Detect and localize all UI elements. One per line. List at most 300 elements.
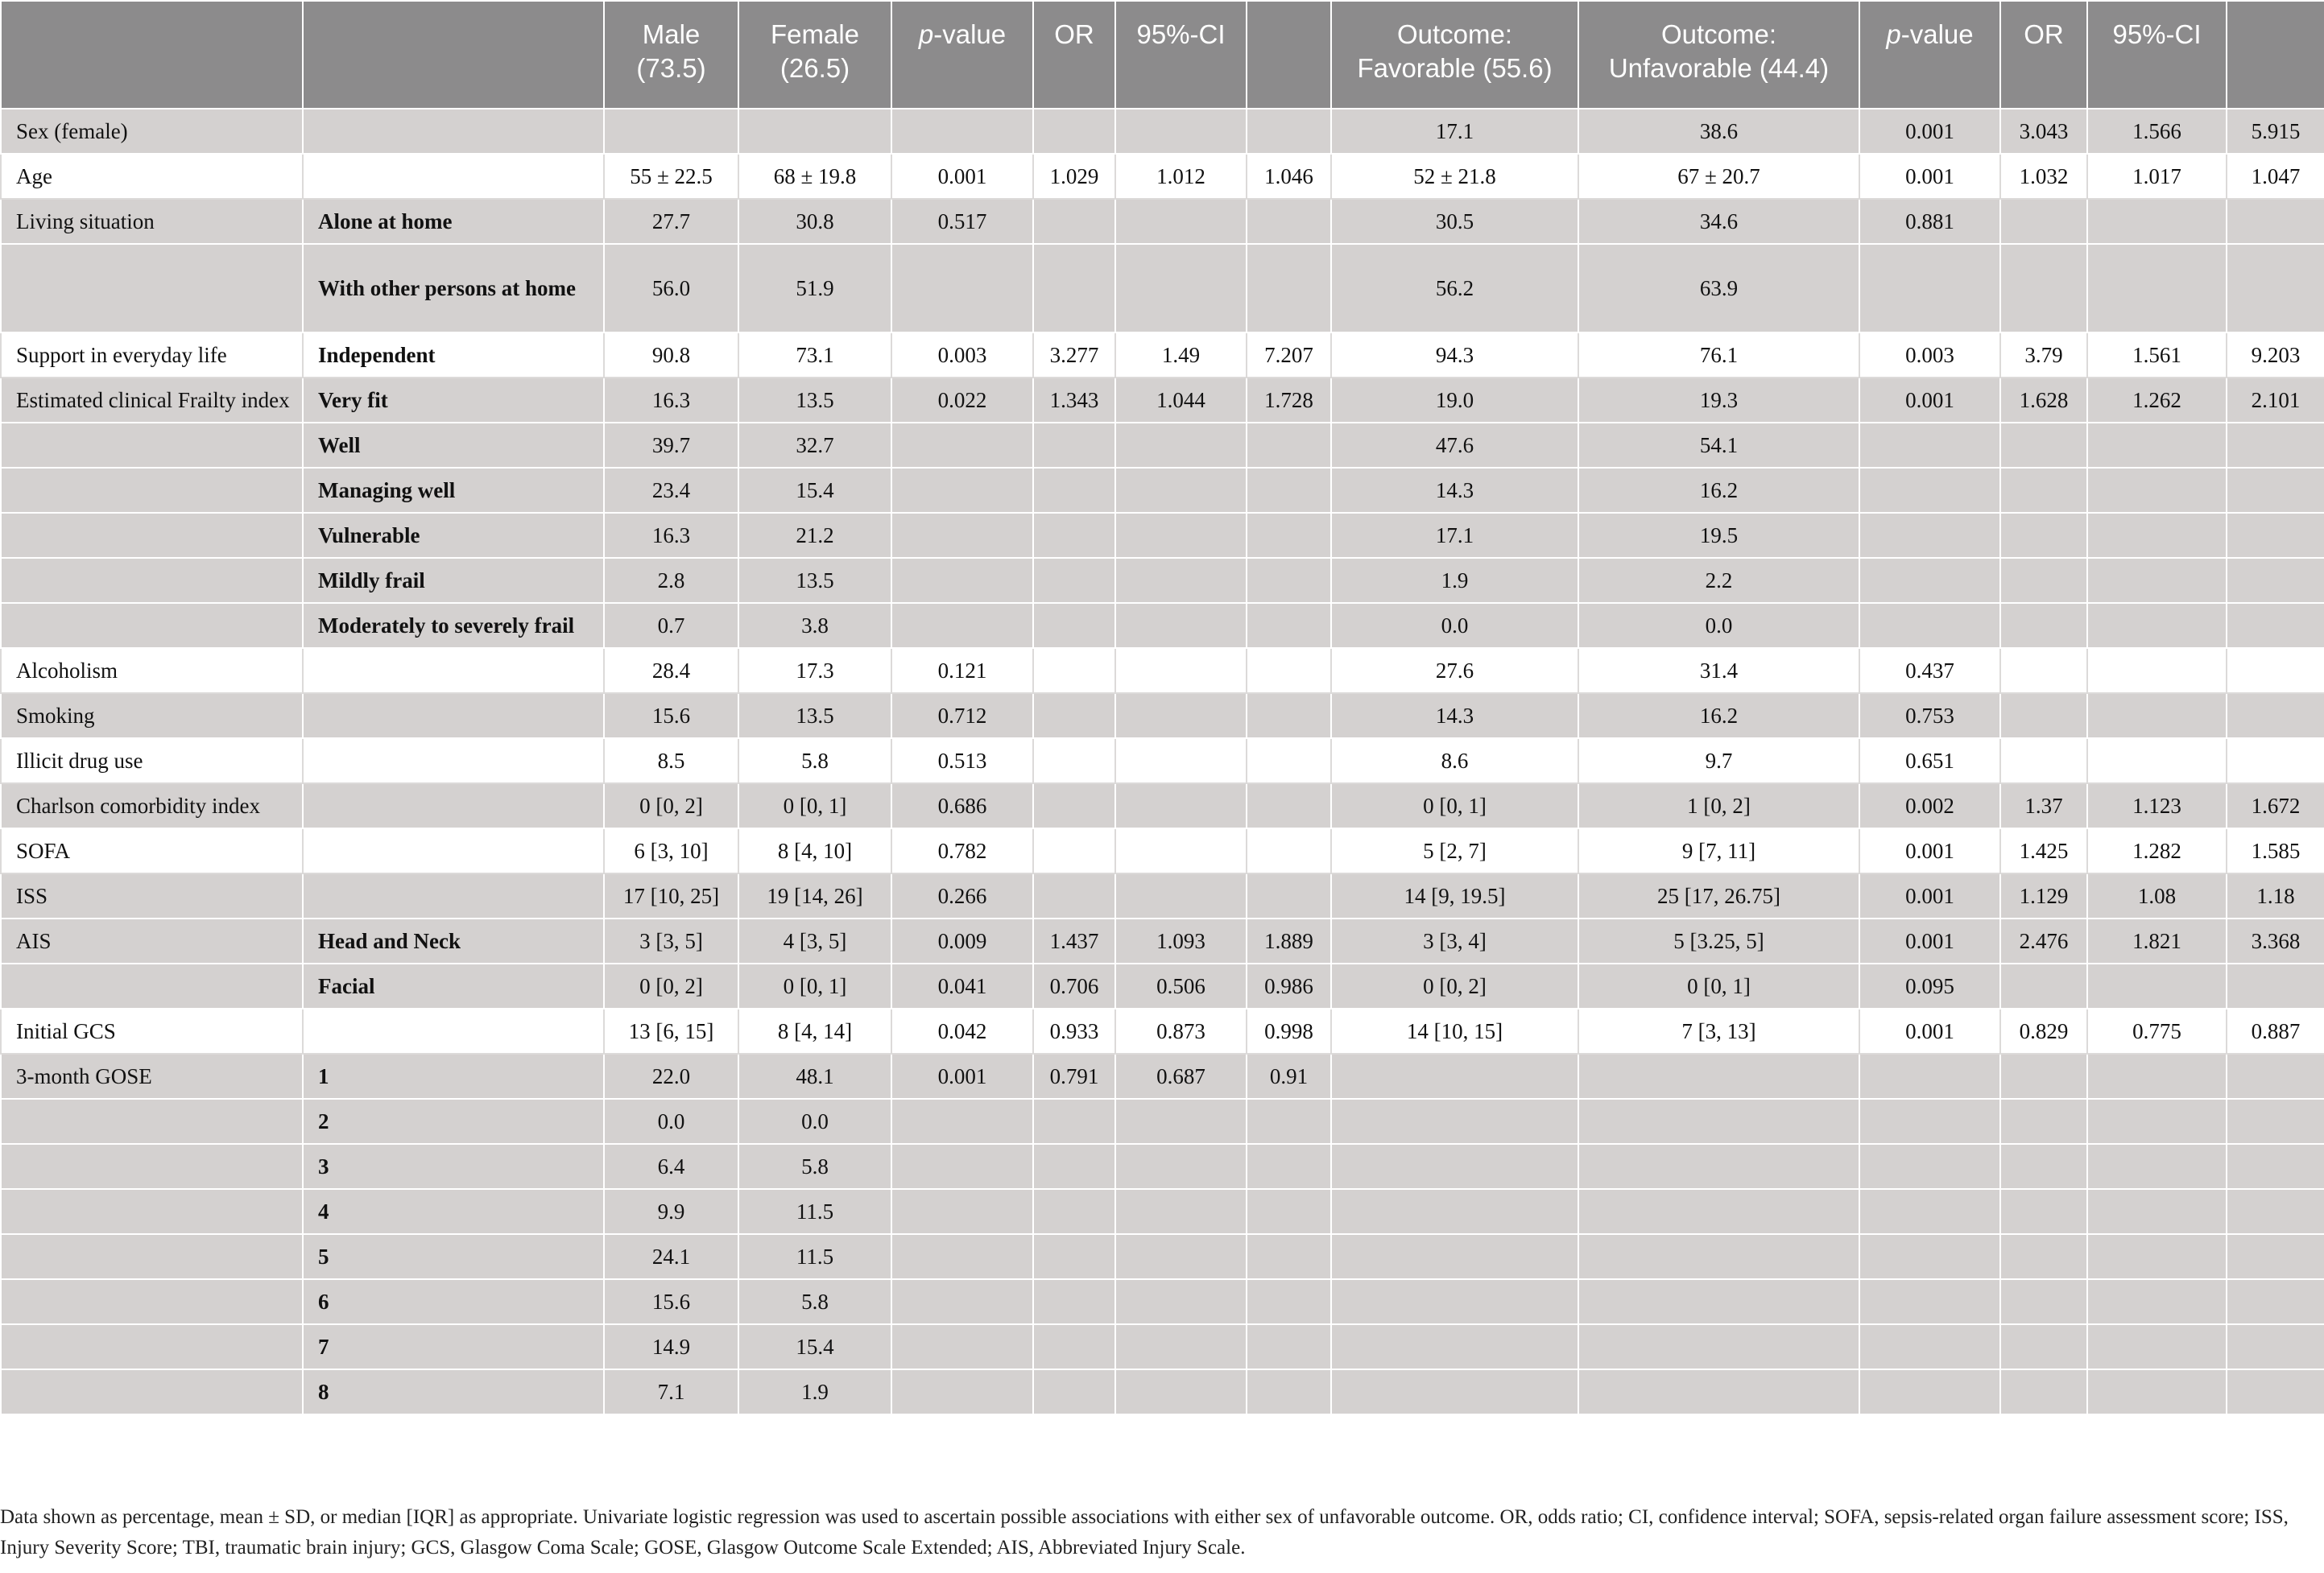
table-cell: 0 [0, 1]: [738, 783, 891, 828]
table-cell: [2087, 603, 2227, 648]
table-row: [1, 964, 2324, 1009]
table-cell: [1859, 1189, 2000, 1234]
table-cell: 0.042: [891, 1009, 1033, 1054]
table-cell: 2.476: [2000, 919, 2087, 964]
row-category: [303, 693, 604, 738]
table-cell: 1.18: [2227, 873, 2324, 919]
table-cell: [2087, 1234, 2227, 1279]
table-cell: 1.282: [2087, 828, 2227, 873]
row-category: 3: [303, 1144, 604, 1189]
table-cell: 0.881: [1859, 199, 2000, 244]
table-cell: 39.7: [604, 423, 738, 468]
table-cell: [2087, 1279, 2227, 1324]
table-cell: [2227, 648, 2324, 693]
header-cell-p-value-outcome: [1859, 1, 2000, 109]
table-cell: [1033, 1144, 1115, 1189]
table-footnote: Data shown as percentage, mean ± SD, or median [IQR] as appropriate. Univariate logistic regression was used to ascertain possible associations with either sex of unfavorable outcome. OR, odds ratio; CI, confidence interval; SOFA, sepsis-related organ failure assessment score; ISS, Injury Severity Score; TBI, traumatic brain injury; GCS, Glasgow Coma Scale; GOSE, Glasgow Outcome Scale Extended; AIS, Abbreviated Injury Scale.: [0, 1506, 2289, 1559]
table-cell: 1.566: [2087, 109, 2227, 154]
table-cell: [891, 513, 1033, 558]
table-cell: [1247, 109, 1331, 154]
table-cell: [891, 1369, 1033, 1414]
table-cell: 0.009: [891, 919, 1033, 964]
row-label: AIS: [1, 919, 303, 964]
table-cell: [1578, 1279, 1859, 1324]
table-cell: 7.1: [604, 1369, 738, 1414]
table-cell: 0.712: [891, 693, 1033, 738]
table-cell: 0 [0, 2]: [604, 964, 738, 1009]
row-label: Initial GCS: [1, 1009, 303, 1054]
table-cell: [2087, 423, 2227, 468]
table-cell: [2087, 648, 2227, 693]
table-cell: 90.8: [604, 332, 738, 378]
table-cell: 14.3: [1331, 468, 1578, 513]
table-cell: [2087, 738, 2227, 783]
table-cell: 0.0: [1331, 603, 1578, 648]
table-row: [1, 783, 2324, 828]
table-cell: [2000, 468, 2087, 513]
table-cell: 19.5: [1578, 513, 1859, 558]
table-cell: [1115, 1234, 1247, 1279]
row-category: Very fit: [303, 378, 604, 423]
table-cell: 17.1: [1331, 513, 1578, 558]
table-cell: 1.032: [2000, 154, 2087, 199]
table-cell: [1115, 1324, 1247, 1369]
table-cell: [1331, 1189, 1578, 1234]
table-cell: 0.887: [2227, 1009, 2324, 1054]
row-label: 3-month GOSE: [1, 1054, 303, 1099]
table-cell: [2227, 693, 2324, 738]
table-cell: [1033, 648, 1115, 693]
table-cell: 1.047: [2227, 154, 2324, 199]
table-cell: 17 [10, 25]: [604, 873, 738, 919]
table-cell: [1115, 109, 1247, 154]
table-cell: 1.561: [2087, 332, 2227, 378]
table-cell: [891, 1099, 1033, 1144]
table-cell: 0.782: [891, 828, 1033, 873]
table-cell: 1.9: [738, 1369, 891, 1414]
table-cell: [1331, 1054, 1578, 1099]
table-cell: 0.873: [1115, 1009, 1247, 1054]
row-label: ISS: [1, 873, 303, 919]
table-cell: [1247, 1189, 1331, 1234]
row-label: [1, 558, 303, 603]
table-cell: 3.368: [2227, 919, 2324, 964]
table-cell: 38.6: [1578, 109, 1859, 154]
table-cell: [1859, 1324, 2000, 1369]
table-cell: [1115, 468, 1247, 513]
table-row: [1, 558, 2324, 603]
table-cell: [1115, 828, 1247, 873]
table-row: [1, 109, 2324, 154]
table-cell: [2087, 1369, 2227, 1414]
table-cell: 16.2: [1578, 468, 1859, 513]
table-cell: [1033, 1279, 1115, 1324]
table-cell: 16.3: [604, 513, 738, 558]
table-cell: [1331, 1369, 1578, 1414]
table-cell: [2000, 1099, 2087, 1144]
table-cell: 1.093: [1115, 919, 1247, 964]
table-cell: [891, 1279, 1033, 1324]
table-cell: [1033, 513, 1115, 558]
row-label: [1, 1189, 303, 1234]
header-cell-p-value-sex: [891, 1, 1033, 109]
table-cell: 1.012: [1115, 154, 1247, 199]
table-cell: [1247, 828, 1331, 873]
row-category: With other persons at home: [303, 244, 604, 332]
table-cell: 76.1: [1578, 332, 1859, 378]
table-cell: [2227, 1324, 2324, 1369]
row-category: 8: [303, 1369, 604, 1414]
table-cell: 0.001: [1859, 378, 2000, 423]
table-row: [1, 1054, 2324, 1099]
table-cell: [1859, 468, 2000, 513]
table-cell: 6.4: [604, 1144, 738, 1189]
row-label: [1, 1234, 303, 1279]
table-cell: 19.3: [1578, 378, 1859, 423]
table-cell: [1859, 1234, 2000, 1279]
table-cell: 0.121: [891, 648, 1033, 693]
table-cell: [891, 1234, 1033, 1279]
table-cell: 47.6: [1331, 423, 1578, 468]
table-cell: 30.5: [1331, 199, 1578, 244]
table-body: [1, 109, 2324, 1414]
table-cell: 2.8: [604, 558, 738, 603]
table-cell: [2227, 423, 2324, 468]
table-cell: [2000, 199, 2087, 244]
row-category: [303, 109, 604, 154]
table-cell: 68 ± 19.8: [738, 154, 891, 199]
table-cell: 1.37: [2000, 783, 2087, 828]
table-cell: 13.5: [738, 693, 891, 738]
table-cell: 1.343: [1033, 378, 1115, 423]
table-cell: 24.1: [604, 1234, 738, 1279]
table-cell: 0 [0, 2]: [604, 783, 738, 828]
table-cell: 1.889: [1247, 919, 1331, 964]
table-cell: [891, 423, 1033, 468]
table-cell: 0.986: [1247, 964, 1331, 1009]
table-cell: 34.6: [1578, 199, 1859, 244]
row-category: 2: [303, 1099, 604, 1144]
table-cell: 1.821: [2087, 919, 2227, 964]
table-cell: 56.0: [604, 244, 738, 332]
table-cell: 9 [7, 11]: [1578, 828, 1859, 873]
table-cell: [738, 109, 891, 154]
table-cell: 3.79: [2000, 332, 2087, 378]
table-cell: 0.041: [891, 964, 1033, 1009]
table-cell: [2227, 1054, 2324, 1099]
table-row: [1, 244, 2324, 332]
table-cell: 27.7: [604, 199, 738, 244]
table-cell: 0.001: [1859, 828, 2000, 873]
table-cell: [1247, 1234, 1331, 1279]
header-cell-ci-upper-outcome: [2227, 1, 2324, 109]
row-label: [1, 1324, 303, 1369]
row-category: Head and Neck: [303, 919, 604, 964]
table-cell: [2087, 693, 2227, 738]
table-cell: 0.829: [2000, 1009, 2087, 1054]
table-cell: [1033, 423, 1115, 468]
table-cell: 0.001: [1859, 154, 2000, 199]
row-label: [1, 513, 303, 558]
table-cell: 63.9: [1578, 244, 1859, 332]
table-cell: 11.5: [738, 1189, 891, 1234]
table-cell: [2000, 1144, 2087, 1189]
table-cell: 5.8: [738, 1144, 891, 1189]
row-category: Facial: [303, 964, 604, 1009]
table-cell: 9.203: [2227, 332, 2324, 378]
table-cell: 56.2: [1331, 244, 1578, 332]
table-cell: [2087, 1054, 2227, 1099]
table-cell: 14.9: [604, 1324, 738, 1369]
p-letter: p: [1886, 19, 1901, 49]
table-cell: 19.0: [1331, 378, 1578, 423]
table-cell: [2087, 199, 2227, 244]
table-cell: [1033, 1324, 1115, 1369]
table-row: [1, 1369, 2324, 1414]
row-category: 5: [303, 1234, 604, 1279]
table-cell: [891, 558, 1033, 603]
table-cell: 67 ± 20.7: [1578, 154, 1859, 199]
table-cell: 31.4: [1578, 648, 1859, 693]
table-cell: 0.651: [1859, 738, 2000, 783]
table-cell: 16.3: [604, 378, 738, 423]
table-cell: 52 ± 21.8: [1331, 154, 1578, 199]
table-cell: 13.5: [738, 558, 891, 603]
row-category: Independent: [303, 332, 604, 378]
row-label: [1, 1279, 303, 1324]
table-cell: 7 [3, 13]: [1578, 1009, 1859, 1054]
table-cell: 9.9: [604, 1189, 738, 1234]
table-cell: [1115, 423, 1247, 468]
table-cell: [2087, 1189, 2227, 1234]
table-cell: [2087, 1099, 2227, 1144]
table-cell: 0.513: [891, 738, 1033, 783]
table-cell: [1578, 1234, 1859, 1279]
table-cell: 3.8: [738, 603, 891, 648]
table-cell: 0.001: [891, 154, 1033, 199]
table-cell: [1033, 1234, 1115, 1279]
table-cell: 17.3: [738, 648, 891, 693]
table-cell: 0.7: [604, 603, 738, 648]
table-cell: 94.3: [1331, 332, 1578, 378]
table-row: [1, 693, 2324, 738]
table-cell: [1247, 603, 1331, 648]
table-cell: [1247, 1144, 1331, 1189]
header-cell-or-sex: OR: [1033, 1, 1115, 109]
header-cell-variable: [1, 1, 303, 109]
table-cell: [2227, 1234, 2324, 1279]
row-label: Support in everyday life: [1, 332, 303, 378]
table-cell: 5 [2, 7]: [1331, 828, 1578, 873]
row-label: [1, 468, 303, 513]
table-cell: [1859, 1144, 2000, 1189]
table-cell: [2000, 558, 2087, 603]
row-label: Alcoholism: [1, 648, 303, 693]
table-cell: [2087, 513, 2227, 558]
table-row: [1, 648, 2324, 693]
table-cell: [1578, 1144, 1859, 1189]
table-cell: 32.7: [738, 423, 891, 468]
table-cell: 1.49: [1115, 332, 1247, 378]
table-cell: 73.1: [738, 332, 891, 378]
table-cell: [1115, 244, 1247, 332]
row-category: 7: [303, 1324, 604, 1369]
table-row: [1, 468, 2324, 513]
table-cell: [1033, 693, 1115, 738]
row-label: [1, 1144, 303, 1189]
table-cell: 0.437: [1859, 648, 2000, 693]
table-cell: 27.6: [1331, 648, 1578, 693]
table-cell: 15.4: [738, 468, 891, 513]
table-cell: [1033, 738, 1115, 783]
table-cell: 1.628: [2000, 378, 2087, 423]
table-cell: 48.1: [738, 1054, 891, 1099]
table-cell: 4 [3, 5]: [738, 919, 891, 964]
table-cell: [2000, 1369, 2087, 1414]
table-cell: [1859, 513, 2000, 558]
table-cell: [1247, 1369, 1331, 1414]
table-cell: [1033, 199, 1115, 244]
table-cell: 15.6: [604, 1279, 738, 1324]
table-row: [1, 738, 2324, 783]
table-cell: [2000, 964, 2087, 1009]
table-row: [1, 603, 2324, 648]
table-cell: 0.998: [1247, 1009, 1331, 1054]
table-cell: 8.6: [1331, 738, 1578, 783]
table-cell: [2087, 1144, 2227, 1189]
table-cell: 0.506: [1115, 964, 1247, 1009]
row-category: [303, 873, 604, 919]
table-cell: 1.017: [2087, 154, 2227, 199]
table-row: [1, 1189, 2324, 1234]
table-cell: 8 [4, 10]: [738, 828, 891, 873]
table-cell: [2000, 513, 2087, 558]
p-value-suffix: -value: [933, 19, 1007, 49]
table-cell: [2087, 244, 2227, 332]
table-cell: 14 [10, 15]: [1331, 1009, 1578, 1054]
table-cell: 3 [3, 4]: [1331, 919, 1578, 964]
header-cell-male: Male (73.5): [604, 1, 738, 109]
table-row: [1, 873, 2324, 919]
table-cell: 0.0: [604, 1099, 738, 1144]
row-category: [303, 154, 604, 199]
table-cell: 1.9: [1331, 558, 1578, 603]
table-cell: 3.277: [1033, 332, 1115, 378]
table-cell: 0.003: [891, 332, 1033, 378]
table-cell: 7.207: [1247, 332, 1331, 378]
row-category: Well: [303, 423, 604, 468]
table-cell: 1.262: [2087, 378, 2227, 423]
header-row: [1, 1, 2324, 109]
table-cell: 0.001: [1859, 109, 2000, 154]
table-cell: [891, 1324, 1033, 1369]
table-cell: [891, 109, 1033, 154]
table-cell: [1115, 603, 1247, 648]
p-value-suffix: -value: [1900, 19, 1974, 49]
header-cell-ci-upper-sex: [1247, 1, 1331, 109]
table-row: [1, 378, 2324, 423]
table-cell: 11.5: [738, 1234, 891, 1279]
table-cell: 0.933: [1033, 1009, 1115, 1054]
header-cell-female: Female (26.5): [738, 1, 891, 109]
table-cell: [1247, 244, 1331, 332]
table-cell: [2087, 964, 2227, 1009]
table-cell: 0.687: [1115, 1054, 1247, 1099]
table-cell: 28.4: [604, 648, 738, 693]
table-cell: [2227, 244, 2324, 332]
header-cell-unfavorable: Outcome: Unfavorable (44.4): [1578, 1, 1859, 109]
table-row: [1, 199, 2324, 244]
table-cell: 6 [3, 10]: [604, 828, 738, 873]
table-cell: [1578, 1189, 1859, 1234]
table-cell: [2000, 603, 2087, 648]
table-row: [1, 423, 2324, 468]
table-cell: 54.1: [1578, 423, 1859, 468]
row-label: Sex (female): [1, 109, 303, 154]
table-cell: [1331, 1144, 1578, 1189]
table-cell: 0.003: [1859, 332, 2000, 378]
table-cell: 22.0: [604, 1054, 738, 1099]
table-cell: 0 [0, 1]: [1578, 964, 1859, 1009]
table-cell: [1247, 199, 1331, 244]
table-cell: 0 [0, 2]: [1331, 964, 1578, 1009]
table-cell: [1033, 783, 1115, 828]
table-cell: [1859, 1369, 2000, 1414]
table-cell: [1115, 558, 1247, 603]
table-cell: 0.002: [1859, 783, 2000, 828]
table-cell: 0.0: [738, 1099, 891, 1144]
table-cell: 1.585: [2227, 828, 2324, 873]
table-cell: 14 [9, 19.5]: [1331, 873, 1578, 919]
table-cell: [1033, 603, 1115, 648]
row-label: [1, 423, 303, 468]
table-cell: [1578, 1099, 1859, 1144]
row-label: [1, 244, 303, 332]
table-row: [1, 1279, 2324, 1324]
table-cell: [2000, 693, 2087, 738]
table-cell: 0.517: [891, 199, 1033, 244]
header-cell-category: [303, 1, 604, 109]
table-cell: 19 [14, 26]: [738, 873, 891, 919]
table-row: [1, 1009, 2324, 1054]
table-cell: 5.8: [738, 738, 891, 783]
table-cell: [1115, 513, 1247, 558]
row-category: Vulnerable: [303, 513, 604, 558]
table-cell: [1115, 1144, 1247, 1189]
table-cell: [891, 244, 1033, 332]
table-cell: 1.046: [1247, 154, 1331, 199]
table-cell: [2227, 199, 2324, 244]
table-cell: [891, 1144, 1033, 1189]
row-label: SOFA: [1, 828, 303, 873]
table-cell: 15.4: [738, 1324, 891, 1369]
table-cell: 30.8: [738, 199, 891, 244]
table-cell: 1.08: [2087, 873, 2227, 919]
row-category: [303, 648, 604, 693]
table-row: [1, 1099, 2324, 1144]
table-cell: [891, 468, 1033, 513]
row-label: Estimated clinical Frailty index: [1, 378, 303, 423]
table-cell: [2227, 1189, 2324, 1234]
table-cell: 1.672: [2227, 783, 2324, 828]
table-row: [1, 1324, 2324, 1369]
row-category: [303, 1009, 604, 1054]
header-cell-ci-outcome: 95%-CI: [2087, 1, 2227, 109]
table-cell: [2087, 558, 2227, 603]
table-cell: [1115, 648, 1247, 693]
table-cell: 23.4: [604, 468, 738, 513]
table-cell: 16.2: [1578, 693, 1859, 738]
